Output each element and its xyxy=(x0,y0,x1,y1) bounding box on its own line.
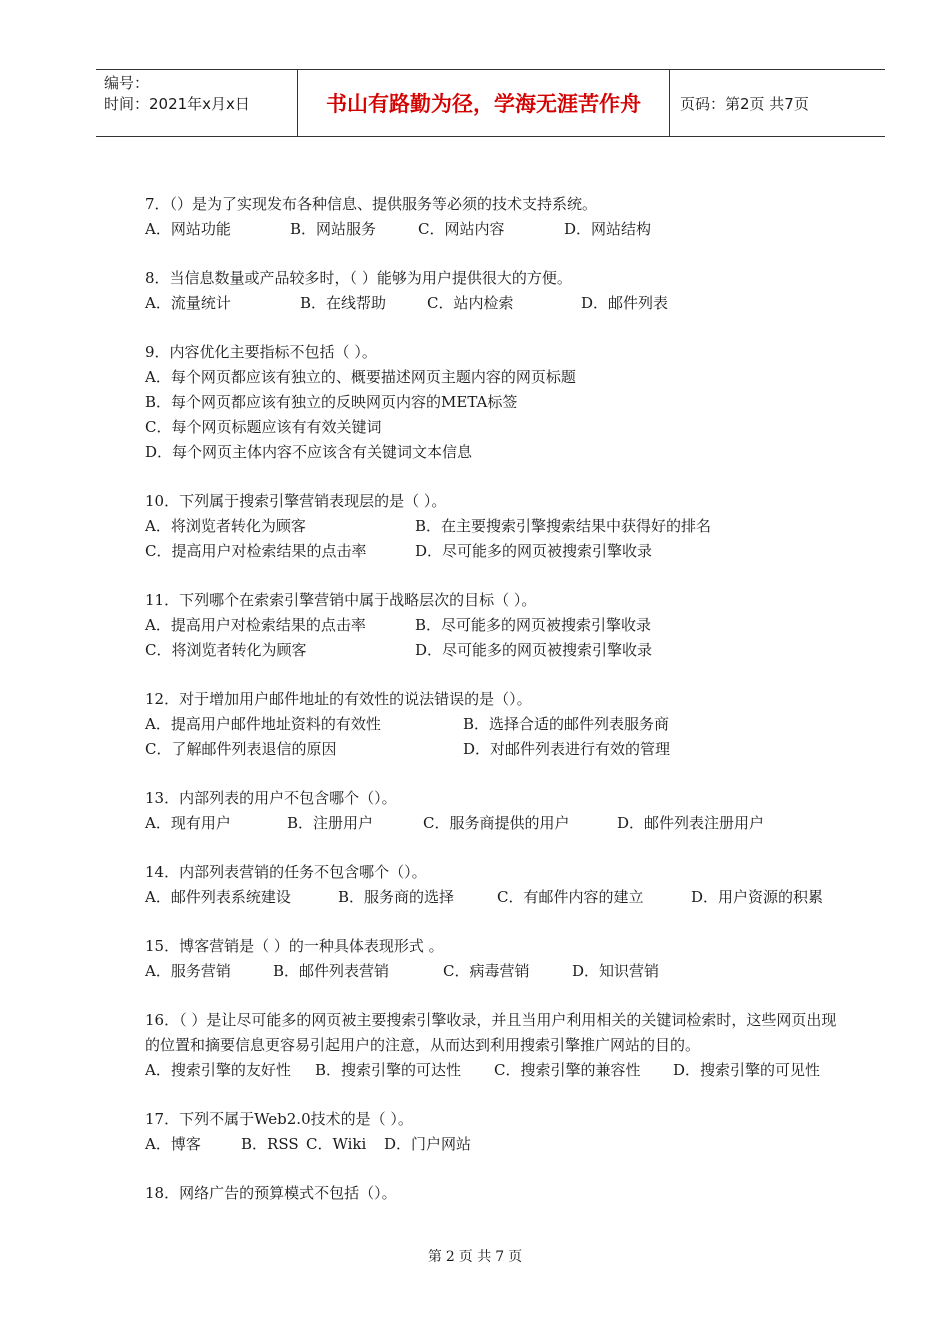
question-8 xyxy=(145,266,845,316)
options-row-1 xyxy=(145,613,845,638)
options xyxy=(145,811,845,836)
option-c: C．搜索引擎的兼容性 xyxy=(494,1061,641,1079)
question-7 xyxy=(145,192,845,242)
option-b: B．每个网页都应该有独立的反映网页内容的META标签 xyxy=(145,393,518,411)
question-14 xyxy=(145,860,845,910)
options xyxy=(145,1132,845,1157)
option-c: C．Wiki xyxy=(306,1135,367,1153)
option-a: A．搜索引擎的友好性 xyxy=(145,1061,291,1079)
question-10 xyxy=(145,489,845,564)
option-b: B．搜索引擎的可达性 xyxy=(315,1061,462,1079)
question-list xyxy=(145,192,845,1230)
option-c: C．站内检索 xyxy=(427,294,514,312)
option-d: D．邮件列表注册用户 xyxy=(617,814,765,832)
footer-total-pages: 7 xyxy=(495,1249,505,1265)
option-c: C．将浏览者转化为顾客 xyxy=(145,641,307,659)
question-15 xyxy=(145,934,845,984)
option-d: D．搜索引擎的可见性 xyxy=(673,1061,821,1079)
footer-middle: 页 共 xyxy=(458,1249,492,1265)
question-text: 15．博客营销是（ ）的一种具体表现形式 。 xyxy=(145,937,444,955)
time-label: 时间：2021年x月x日 xyxy=(104,95,250,113)
question-text: 18．网络广告的预算模式不包括（）。 xyxy=(145,1184,397,1202)
option-b: B．在线帮助 xyxy=(300,294,387,312)
option-b: B．邮件列表营销 xyxy=(273,962,390,980)
footer-prefix: 第 xyxy=(427,1249,442,1265)
option-a: A．现有用户 xyxy=(145,814,231,832)
options-row-2 xyxy=(145,737,845,762)
option-d: D．用户资源的积累 xyxy=(691,888,824,906)
options xyxy=(145,959,845,984)
option-a: A．网站功能 xyxy=(145,220,231,238)
question-text: 9．内容优化主要指标不包括（ ）。 xyxy=(145,343,377,361)
option-d: D．邮件列表 xyxy=(581,294,669,312)
page-header xyxy=(96,69,885,137)
options xyxy=(145,217,845,242)
options xyxy=(145,885,845,910)
options xyxy=(145,1058,845,1083)
option-c: C．提高用户对检索结果的点击率 xyxy=(145,542,367,560)
option-b: B．RSS xyxy=(241,1135,299,1153)
option-d: D．每个网页主体内容不应该含有关键词文本信息 xyxy=(145,443,473,461)
option-a: A．服务营销 xyxy=(145,962,231,980)
header-motto: 书山有路勤为径，学海无涯苦作舟 xyxy=(297,70,670,136)
question-18 xyxy=(145,1181,845,1206)
option-d: D．门户网站 xyxy=(384,1135,472,1153)
header-page-label: 页码：第2页 共7页 xyxy=(680,94,809,113)
question-text: 16．（ ）是让尽可能多的网页被主要搜索引擎收录，并且当用户利用相关的关键词检索时，这些网页出现的位置和摘要信息更容易引起用户的注意，从而达到利用搜索引擎推广网站的目的。 xyxy=(145,1011,837,1054)
question-text: 7．（）是为了实现发布各种信息、提供服务等必须的技术支持系统。 xyxy=(145,195,598,213)
header-meta xyxy=(96,70,297,136)
option-a: A．博客 xyxy=(145,1135,201,1153)
question-text: 13．内部列表的用户不包含哪个（）。 xyxy=(145,789,397,807)
option-c: C．网站内容 xyxy=(418,220,505,238)
option-d: D．知识营销 xyxy=(572,962,660,980)
page-footer xyxy=(0,1246,950,1266)
option-b: B．服务商的选择 xyxy=(338,888,455,906)
option-b: B．选择合适的邮件列表服务商 xyxy=(463,715,670,733)
option-c: C．服务商提供的用户 xyxy=(423,814,570,832)
option-a: A．将浏览者转化为顾客 xyxy=(145,517,306,535)
options-row-1 xyxy=(145,712,845,737)
options xyxy=(145,291,845,316)
question-11 xyxy=(145,588,845,663)
options-row-2 xyxy=(145,638,845,663)
option-b: B．在主要搜索引擎搜索结果中获得好的排名 xyxy=(415,517,712,535)
option-d: D．网站结构 xyxy=(564,220,652,238)
question-13 xyxy=(145,786,845,836)
question-text: 12．对于增加用户邮件地址的有效性的说法错误的是（）。 xyxy=(145,690,532,708)
option-c: C．了解邮件列表退信的原因 xyxy=(145,740,337,758)
option-a: A．提高用户对检索结果的点击率 xyxy=(145,616,366,634)
question-text: 11．下列哪个在索索引擎营销中属于战略层次的目标（ ）。 xyxy=(145,591,537,609)
question-text: 8．当信息数量或产品较多时，（ ）能够为用户提供很大的方便。 xyxy=(145,269,572,287)
question-text: 10．下列属于搜索引擎营销表现层的是（ ）。 xyxy=(145,492,447,510)
option-c: C．每个网页标题应该有有效关键词 xyxy=(145,418,382,436)
question-17 xyxy=(145,1107,845,1157)
footer-page-number: 2 xyxy=(445,1249,455,1265)
options-row-1 xyxy=(145,514,845,539)
option-c: C．病毒营销 xyxy=(443,962,530,980)
question-16 xyxy=(145,1008,845,1083)
question-text: 14．内部列表营销的任务不包含哪个（）。 xyxy=(145,863,427,881)
option-a: A．流量统计 xyxy=(145,294,231,312)
option-b: B．网站服务 xyxy=(290,220,377,238)
option-d: D．对邮件列表进行有效的管理 xyxy=(463,740,671,758)
question-12 xyxy=(145,687,845,762)
option-a: A．邮件列表系统建设 xyxy=(145,888,291,906)
option-c: C．有邮件内容的建立 xyxy=(497,888,644,906)
number-label: 编号： xyxy=(104,74,150,92)
question-9 xyxy=(145,340,845,465)
option-b: B．注册用户 xyxy=(287,814,374,832)
footer-suffix: 页 xyxy=(508,1249,523,1265)
options-row-2 xyxy=(145,539,845,564)
option-d: D．尽可能多的网页被搜索引擎收录 xyxy=(415,542,653,560)
option-a: A．每个网页都应该有独立的、概要描述网页主题内容的网页标题 xyxy=(145,368,576,386)
option-b: B．尽可能多的网页被搜索引擎收录 xyxy=(415,616,652,634)
option-d: D．尽可能多的网页被搜索引擎收录 xyxy=(415,641,653,659)
question-text: 17．下列不属于Web2.0技术的是（ ）。 xyxy=(145,1110,413,1128)
option-a: A．提高用户邮件地址资料的有效性 xyxy=(145,715,381,733)
